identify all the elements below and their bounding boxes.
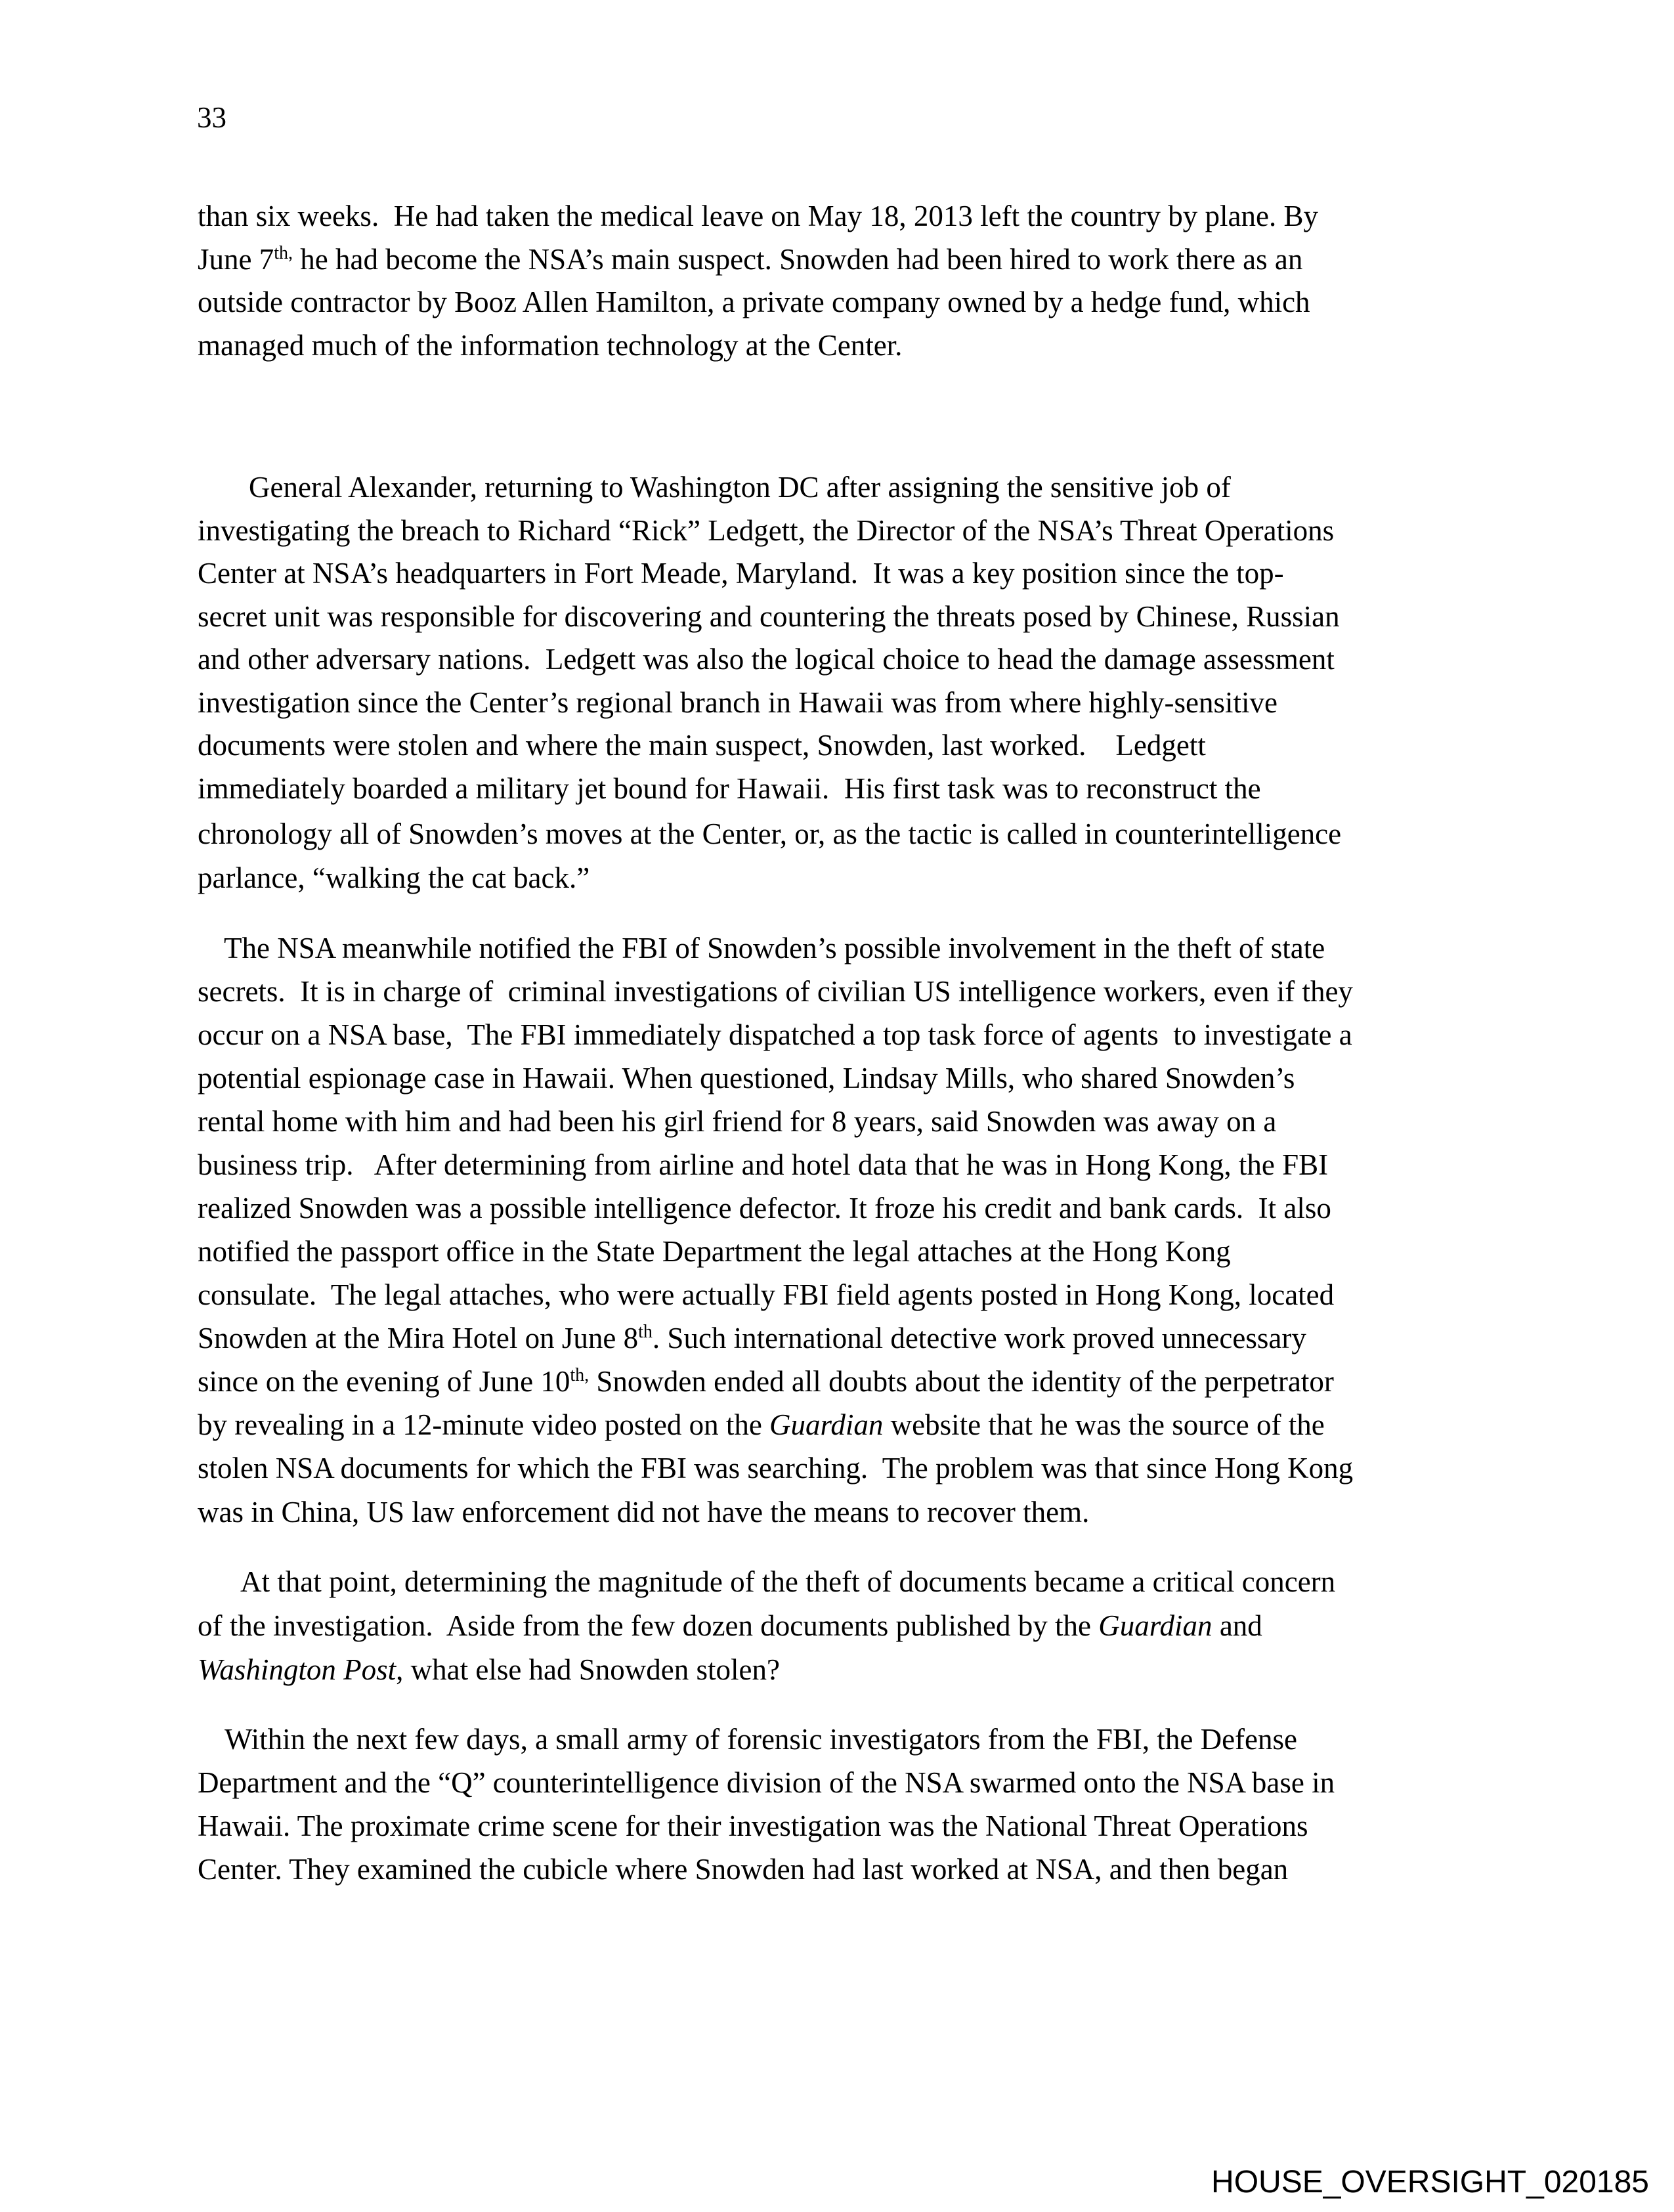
text-run: Center. They examined the cubicle where Snowden had last worked at NSA, and then began xyxy=(198,1853,1289,1886)
text-run: secret unit was responsible for discovering and countering the threats posed by Chinese, Russian xyxy=(198,600,1340,633)
text-run: stolen NSA documents for which the FBI was searching. The problem was that since Hong Kong xyxy=(198,1452,1354,1485)
text-line xyxy=(198,1107,1276,1137)
text-line xyxy=(198,202,1318,231)
text-run: , what else had Snowden stolen? xyxy=(396,1653,780,1686)
italic-title: Guardian xyxy=(769,1408,884,1441)
text-run: investigation since the Center’s regional branch in Hawaii was from where highly-sensitive xyxy=(198,686,1277,719)
superscript: th xyxy=(638,1322,653,1342)
text-line xyxy=(198,645,1335,674)
text-run: of the investigation. Aside from the few dozen documents published by the xyxy=(198,1609,1099,1642)
text-run: occur on a NSA base, The FBI immediately dispatched a top task force of agents to investigate a xyxy=(198,1018,1352,1051)
text-line xyxy=(198,245,1302,274)
superscript: th, xyxy=(274,243,293,263)
text-run: General Alexander, returning to Washington DC after assigning the sensitive job of xyxy=(249,471,1231,504)
page-number: 33 xyxy=(197,101,226,134)
text-line xyxy=(249,473,1231,502)
text-run: documents were stolen and where the main suspect, Snowden, last worked. Ledgett xyxy=(198,729,1206,762)
text-line xyxy=(198,602,1340,632)
text-line xyxy=(198,1498,1089,1527)
text-run: by revealing in a 12-minute video posted on the xyxy=(198,1408,770,1441)
text-run: since on the evening of June 10 xyxy=(198,1365,570,1398)
text-line xyxy=(224,934,1325,963)
text-run: Snowden ended all doubts about the identity of the perpetrator xyxy=(589,1365,1334,1398)
text-run: Hawaii. The proximate crime scene for their investigation was the National Threat Operations xyxy=(198,1810,1308,1842)
text-run: managed much of the information technology at the Center. xyxy=(198,329,903,362)
text-run: he had become the NSA’s main suspect. Snowden had been hired to work there as an xyxy=(293,243,1303,276)
text-line xyxy=(198,1611,1262,1641)
text-line xyxy=(198,516,1334,546)
text-line xyxy=(240,1567,1335,1597)
text-line xyxy=(198,1150,1328,1180)
text-run: Within the next few days, a small army of forensic investigators from the FBI, the Defense xyxy=(225,1723,1297,1756)
text-line xyxy=(198,774,1261,804)
text-run: than six weeks. He had taken the medical leave on May 18, 2013 left the country by plane. By xyxy=(198,200,1319,232)
text-line xyxy=(198,863,590,893)
text-line xyxy=(198,1768,1335,1798)
italic-title: Washington Post xyxy=(198,1653,397,1686)
text-line xyxy=(198,288,1310,317)
text-run: . Such international detective work proved unnecessary xyxy=(652,1322,1306,1355)
text-line xyxy=(198,1237,1231,1267)
text-run: Department and the “Q” counterintelligence division of the NSA swarmed onto the NSA base in xyxy=(198,1766,1335,1799)
text-run: realized Snowden was a possible intelligence defector. It froze his credit and bank cards. It also xyxy=(198,1192,1331,1225)
text-run: At that point, determining the magnitude of the theft of documents became a critical concern xyxy=(240,1565,1336,1598)
text-run: Center at NSA’s headquarters in Fort Meade, Maryland. It was a key position since the top- xyxy=(198,557,1284,590)
text-run: and other adversary nations. Ledgett was also the logical choice to head the damage assessment xyxy=(198,643,1335,676)
text-line xyxy=(198,1454,1353,1483)
text-line xyxy=(198,1367,1334,1397)
superscript: th, xyxy=(570,1365,590,1385)
text-run: Snowden at the Mira Hotel on June 8 xyxy=(198,1322,639,1355)
text-line xyxy=(198,819,1341,849)
text-run: June 7 xyxy=(198,243,274,276)
text-run: chronology all of Snowden’s moves at the Center, or, as the tactic is called in counterintelligence xyxy=(198,817,1342,850)
text-line xyxy=(198,731,1206,760)
text-run: secrets. It is in charge of criminal investigations of civilian US intelligence workers, even if they xyxy=(198,975,1353,1008)
text-run: parlance, “walking the cat back.” xyxy=(198,861,590,894)
text-run: and xyxy=(1212,1609,1262,1642)
text-line xyxy=(225,1725,1297,1754)
text-line xyxy=(198,1194,1331,1223)
text-line xyxy=(198,977,1353,1007)
italic-title: Guardian xyxy=(1098,1609,1213,1642)
text-run: outside contractor by Booz Allen Hamilton, a private company owned by a hedge fund, which xyxy=(198,286,1310,318)
text-run: investigating the breach to Richard “Rick” Ledgett, the Director of the NSA’s Threat Operations xyxy=(198,514,1335,547)
text-line xyxy=(198,1655,780,1685)
text-run: website that he was the source of the xyxy=(883,1408,1325,1441)
text-line xyxy=(198,1324,1306,1353)
text-line xyxy=(198,1811,1308,1841)
text-line xyxy=(198,1855,1288,1884)
text-run: potential espionage case in Hawaii. When questioned, Lindsay Mills, who shared Snowden’s xyxy=(198,1062,1295,1095)
text-run: was in China, US law enforcement did not have the means to recover them. xyxy=(198,1496,1090,1529)
text-line xyxy=(198,1064,1295,1093)
text-line xyxy=(198,331,902,360)
text-line xyxy=(198,1280,1334,1310)
text-run: The NSA meanwhile notified the FBI of Snowden’s possible involvement in the theft of state xyxy=(224,932,1325,965)
text-line xyxy=(198,1410,1325,1440)
text-run: immediately boarded a military jet bound for Hawaii. His first task was to reconstruct the xyxy=(198,772,1261,805)
text-line xyxy=(198,688,1277,718)
text-run: business trip. After determining from airline and hotel data that he was in Hong Kong, the FBI xyxy=(198,1148,1329,1181)
text-run: consulate. The legal attaches, who were actually FBI field agents posted in Hong Kong, located xyxy=(198,1278,1335,1311)
text-line xyxy=(198,1020,1352,1050)
text-line xyxy=(198,559,1284,588)
text-run: rental home with him and had been his girl friend for 8 years, said Snowden was away on a xyxy=(198,1105,1277,1138)
bates-stamp: HOUSE_OVERSIGHT_020185 xyxy=(1211,2165,1649,2200)
text-run: notified the passport office in the State Department the legal attaches at the Hong Kong xyxy=(198,1235,1231,1268)
